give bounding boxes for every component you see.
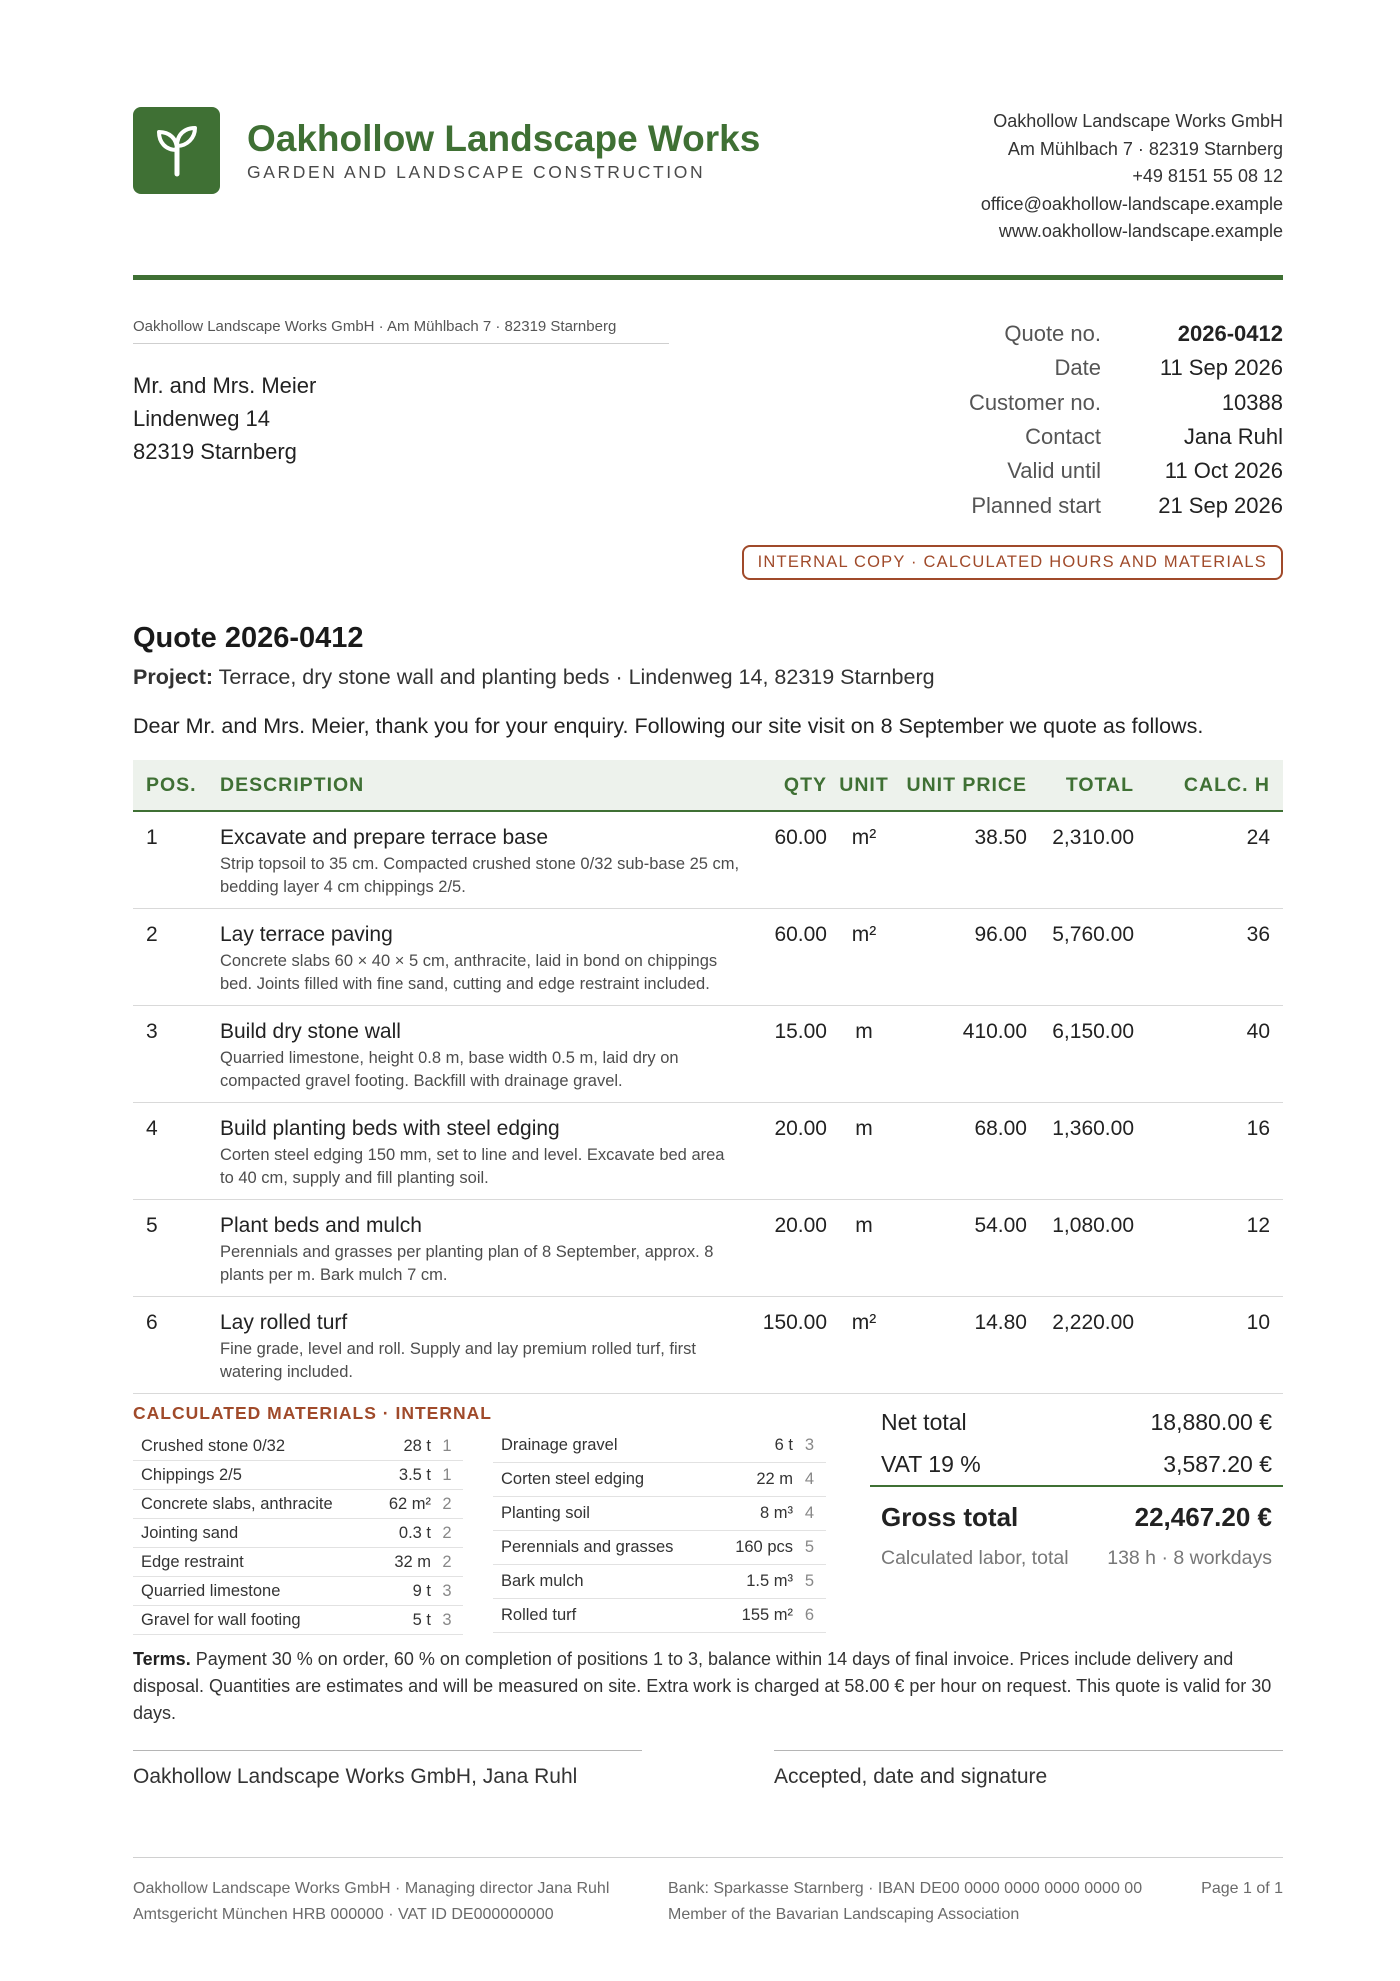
company-tagline: GARDEN AND LANDSCAPE CONSTRUCTION xyxy=(247,162,706,182)
footer-divider xyxy=(133,1857,1283,1858)
header-calc-hours: CALC. H xyxy=(1183,773,1270,796)
row-pos: 2 xyxy=(146,923,158,946)
row-pos: 6 xyxy=(146,1311,158,1334)
material-qty: 1.5 m³ xyxy=(746,1572,793,1590)
calculated-labor-row xyxy=(870,1543,1283,1573)
row-qty: 150.00 xyxy=(762,1311,827,1334)
row-qty: 60.00 xyxy=(774,923,827,946)
company-logo xyxy=(133,107,220,194)
meta-label: Date xyxy=(1054,355,1101,381)
meta-value: 2026-0412 xyxy=(1177,321,1283,347)
terms-label: Terms. xyxy=(133,1649,191,1669)
header-unit: UNIT xyxy=(839,773,889,796)
vat-label: VAT 19 % xyxy=(881,1451,981,1477)
row-qty: 20.00 xyxy=(774,1214,827,1237)
material-pos-ref: 2 xyxy=(442,1494,452,1513)
sender-email: office@oakhollow-landscape.example xyxy=(980,193,1283,214)
material-qty: 9 t xyxy=(412,1581,431,1600)
row-calc-hours: 16 xyxy=(1246,1117,1270,1140)
footer-company-info xyxy=(133,1876,609,1928)
meta-value: 10388 xyxy=(1221,389,1283,415)
gross-total-row xyxy=(870,1491,1283,1543)
meta-value: 11 Sep 2026 xyxy=(1159,355,1283,381)
material-pos-ref: 2 xyxy=(442,1523,452,1542)
material-qty: 155 m² xyxy=(741,1606,793,1624)
row-title: Lay terrace paving xyxy=(220,923,393,946)
materials-list-left xyxy=(133,1432,463,1635)
signature-company: Oakhollow Landscape Works GmbH, Jana Ruhl xyxy=(133,1750,642,1789)
material-pos-ref: 5 xyxy=(804,1572,815,1590)
row-total: 5,760.00 xyxy=(1052,923,1134,946)
material-name: Concrete slabs, anthracite xyxy=(141,1494,333,1513)
row-pos: 3 xyxy=(146,1020,158,1043)
material-row xyxy=(133,1461,463,1490)
row-title: Build planting beds with steel edging xyxy=(220,1117,560,1140)
row-description xyxy=(220,1019,750,1093)
material-row xyxy=(493,1497,826,1531)
material-name: Corten steel edging xyxy=(501,1470,645,1488)
quote-meta xyxy=(923,317,1283,523)
footer-company-line1: Oakhollow Landscape Works GmbH · Managing director Jana Ruhl xyxy=(133,1880,610,1897)
material-name: Bark mulch xyxy=(501,1572,584,1590)
material-qty: 0.3 t xyxy=(398,1523,431,1542)
row-title: Plant beds and mulch xyxy=(220,1214,422,1237)
row-unit-price: 68.00 xyxy=(974,1117,1027,1140)
row-pos: 1 xyxy=(146,826,158,849)
terms-paragraph xyxy=(133,1646,1283,1727)
meta-row-customer-no xyxy=(923,386,1283,420)
material-name: Jointing sand xyxy=(141,1523,239,1542)
header-pos: POS. xyxy=(146,773,197,796)
meta-row-date xyxy=(923,351,1283,385)
row-description xyxy=(220,922,750,996)
material-pos-ref: 1 xyxy=(442,1436,452,1455)
internal-copy-stamp: INTERNAL COPY · CALCULATED HOURS AND MATERIALS xyxy=(742,545,1283,580)
row-text: Perennials and grasses per planting plan of 8 September, approx. 8 plants per m. Bark mulch 7 cm. xyxy=(220,1243,714,1284)
material-pos-ref: 5 xyxy=(804,1538,815,1556)
material-name: Perennials and grasses xyxy=(501,1538,674,1556)
meta-label: Quote no. xyxy=(1004,321,1101,347)
material-name: Planting soil xyxy=(501,1504,590,1522)
gross-total-label: Gross total xyxy=(881,1501,1019,1532)
sprout-icon xyxy=(155,124,199,178)
row-qty: 60.00 xyxy=(774,826,827,849)
row-qty: 15.00 xyxy=(774,1020,827,1043)
materials-title: CALCULATED MATERIALS · INTERNAL xyxy=(133,1403,492,1423)
row-calc-hours: 24 xyxy=(1246,826,1270,849)
material-pos-ref: 4 xyxy=(804,1504,815,1522)
material-qty: 32 m xyxy=(394,1552,431,1571)
return-address: Oakhollow Landscape Works GmbH · Am Mühlbach 7 · 82319 Starnberg xyxy=(133,318,669,344)
page-title: Quote 2026-0412 xyxy=(133,622,364,654)
material-row xyxy=(493,1429,826,1463)
vat-row xyxy=(870,1444,1283,1487)
gross-total-value: 22,467.20 € xyxy=(1134,1501,1272,1532)
material-row xyxy=(493,1463,826,1497)
meta-value: 11 Oct 2026 xyxy=(1164,458,1283,484)
footer-bank-line2: Member of the Bavarian Landscaping Association xyxy=(668,1906,1020,1923)
footer-company-line2: Amtsgericht München HRB 000000 · VAT ID DE000000000 xyxy=(133,1906,554,1923)
recipient-name: Mr. and Mrs. Meier xyxy=(133,373,317,398)
meta-row-planned-start xyxy=(923,488,1283,522)
recipient-address xyxy=(133,369,316,468)
sender-company: Oakhollow Landscape Works GmbH xyxy=(993,111,1283,131)
row-description xyxy=(220,1310,750,1384)
recipient-city: 82319 Starnberg xyxy=(133,439,297,464)
material-name: Edge restraint xyxy=(141,1552,244,1571)
salutation: Dear Mr. and Mrs. Meier, thank you for your enquiry. Following our site visit on 8 September we quote as follows. xyxy=(133,714,1204,738)
material-name: Gravel for wall footing xyxy=(141,1610,301,1629)
sender-web: www.oakhollow-landscape.example xyxy=(998,221,1283,241)
row-calc-hours: 12 xyxy=(1246,1214,1270,1237)
row-title: Build dry stone wall xyxy=(220,1020,401,1043)
material-qty: 62 m² xyxy=(388,1494,431,1513)
company-name: Oakhollow Landscape Works xyxy=(247,118,761,159)
header-divider xyxy=(133,275,1283,280)
footer-bank-line1: Bank: Sparkasse Starnberg · IBAN DE00 0000 0000 0000 0000 00 xyxy=(668,1880,1143,1897)
meta-row-valid-until xyxy=(923,454,1283,488)
sender-street: Am Mühlbach 7 · 82319 Starnberg xyxy=(1007,138,1283,159)
meta-row-quote-no xyxy=(923,317,1283,351)
net-total-row xyxy=(870,1401,1283,1444)
table-row xyxy=(133,1297,1283,1394)
table-row xyxy=(133,1103,1283,1200)
row-text: Concrete slabs 60 × 40 × 5 cm, anthracite, laid in bond on chippings bed. Joints filled with fine sand, cutting and edge restraint included. xyxy=(220,952,718,993)
material-pos-ref: 3 xyxy=(442,1581,452,1600)
material-pos-ref: 4 xyxy=(804,1470,815,1488)
page-number: Page 1 of 1 xyxy=(1201,1880,1283,1897)
row-unit: m² xyxy=(851,923,877,946)
project-label: Project: xyxy=(133,665,214,689)
material-qty: 22 m xyxy=(756,1470,793,1488)
material-qty: 160 pcs xyxy=(735,1538,793,1556)
material-name: Crushed stone 0/32 xyxy=(141,1436,286,1455)
material-row xyxy=(493,1599,826,1633)
row-unit: m² xyxy=(851,826,877,849)
material-qty: 3.5 t xyxy=(398,1465,431,1484)
row-total: 6,150.00 xyxy=(1052,1020,1134,1043)
material-qty: 8 m³ xyxy=(760,1504,793,1522)
row-description xyxy=(220,825,750,899)
material-pos-ref: 2 xyxy=(442,1552,452,1571)
material-name: Drainage gravel xyxy=(501,1436,618,1454)
meta-label: Contact xyxy=(1025,424,1101,450)
row-total: 2,220.00 xyxy=(1052,1311,1134,1334)
row-unit-price: 14.80 xyxy=(974,1311,1027,1334)
material-pos-ref: 1 xyxy=(442,1465,452,1484)
meta-row-contact xyxy=(923,420,1283,454)
material-row xyxy=(133,1606,463,1635)
meta-label: Planned start xyxy=(971,492,1101,518)
table-row xyxy=(133,812,1283,909)
sender-phone: +49 8151 55 08 12 xyxy=(1132,166,1283,186)
material-pos-ref: 6 xyxy=(804,1606,815,1624)
positions-table xyxy=(133,760,1283,1394)
row-total: 1,360.00 xyxy=(1052,1117,1134,1140)
meta-label: Customer no. xyxy=(968,389,1101,415)
material-pos-ref: 3 xyxy=(442,1610,452,1629)
meta-value: Jana Ruhl xyxy=(1183,424,1283,450)
net-total-value: 18,880.00 € xyxy=(1150,1409,1272,1435)
row-unit-price: 410.00 xyxy=(962,1020,1027,1043)
table-header xyxy=(133,760,1283,812)
project-text: Terrace, dry stone wall and planting beds · Lindenweg 14, 82319 Starnberg xyxy=(218,665,935,689)
row-title: Excavate and prepare terrace base xyxy=(220,826,549,849)
material-row xyxy=(493,1531,826,1565)
material-row xyxy=(133,1577,463,1606)
row-text: Strip topsoil to 35 cm. Compacted crushed stone 0/32 sub-base 25 cm, bedding layer 4 cm chippings 2/5. xyxy=(220,855,740,896)
table-row xyxy=(133,909,1283,1006)
row-qty: 20.00 xyxy=(774,1117,827,1140)
sender-contact-block xyxy=(981,108,1283,246)
row-calc-hours: 36 xyxy=(1246,923,1270,946)
material-row xyxy=(133,1519,463,1548)
row-description xyxy=(220,1116,750,1190)
row-text: Quarried limestone, height 0.8 m, base width 0.5 m, laid dry on compacted gravel footing. Backfill with drainage gravel. xyxy=(220,1049,679,1090)
calculated-labor-label: Calculated labor, total xyxy=(881,1546,1069,1569)
material-pos-ref: 3 xyxy=(804,1436,815,1454)
net-total-label: Net total xyxy=(881,1409,967,1435)
header-description: DESCRIPTION xyxy=(220,773,365,796)
row-unit: m² xyxy=(851,1311,877,1334)
material-row xyxy=(133,1490,463,1519)
row-pos: 4 xyxy=(146,1117,158,1140)
material-qty: 5 t xyxy=(412,1610,431,1629)
material-row xyxy=(133,1432,463,1461)
totals-block xyxy=(870,1401,1283,1573)
material-row xyxy=(133,1548,463,1577)
row-total: 2,310.00 xyxy=(1052,826,1134,849)
material-name: Quarried limestone xyxy=(141,1581,281,1600)
recipient-street: Lindenweg 14 xyxy=(133,406,271,431)
row-calc-hours: 10 xyxy=(1246,1311,1270,1334)
project-line xyxy=(133,665,935,690)
row-title: Lay rolled turf xyxy=(220,1311,348,1334)
row-unit: m xyxy=(855,1214,873,1237)
row-total: 1,080.00 xyxy=(1052,1214,1134,1237)
vat-value: 3,587.20 € xyxy=(1163,1451,1272,1477)
footer-bank-info xyxy=(668,1876,1142,1928)
materials-list-right xyxy=(493,1429,826,1633)
material-name: Chippings 2/5 xyxy=(141,1465,242,1484)
row-calc-hours: 40 xyxy=(1246,1020,1270,1043)
material-qty: 6 t xyxy=(774,1436,793,1454)
row-pos: 5 xyxy=(146,1214,158,1237)
calculated-labor-value: 138 h · 8 workdays xyxy=(1107,1546,1272,1569)
row-unit-price: 38.50 xyxy=(974,826,1027,849)
row-description xyxy=(220,1213,750,1287)
meta-value: 21 Sep 2026 xyxy=(1158,492,1283,518)
terms-text: Payment 30 % on order, 60 % on completion of positions 1 to 3, balance within 14 days of final invoice. Prices include delivery and disposal. Quantities are estimates and will be measured on site. Extra work is charged at 58.00 € per hour on request. This quote is valid for 30 days. xyxy=(133,1649,1272,1723)
material-name: Rolled turf xyxy=(501,1606,577,1624)
header-total: TOTAL xyxy=(1065,773,1134,796)
row-text: Corten steel edging 150 mm, set to line and level. Excavate bed area to 40 cm, supply and fill planting soil. xyxy=(220,1146,725,1187)
row-unit: m xyxy=(855,1117,873,1140)
material-qty: 28 t xyxy=(403,1436,431,1455)
table-row xyxy=(133,1200,1283,1297)
table-row xyxy=(133,1006,1283,1103)
row-unit: m xyxy=(855,1020,873,1043)
row-text: Fine grade, level and roll. Supply and lay premium rolled turf, first watering included. xyxy=(220,1340,696,1381)
material-row xyxy=(493,1565,826,1599)
row-unit-price: 54.00 xyxy=(974,1214,1027,1237)
header-qty: QTY xyxy=(783,773,827,796)
header-unit-price: UNIT PRICE xyxy=(906,773,1027,796)
meta-label: Valid until xyxy=(1007,458,1101,484)
signature-customer: Accepted, date and signature xyxy=(774,1750,1283,1789)
row-unit-price: 96.00 xyxy=(974,923,1027,946)
